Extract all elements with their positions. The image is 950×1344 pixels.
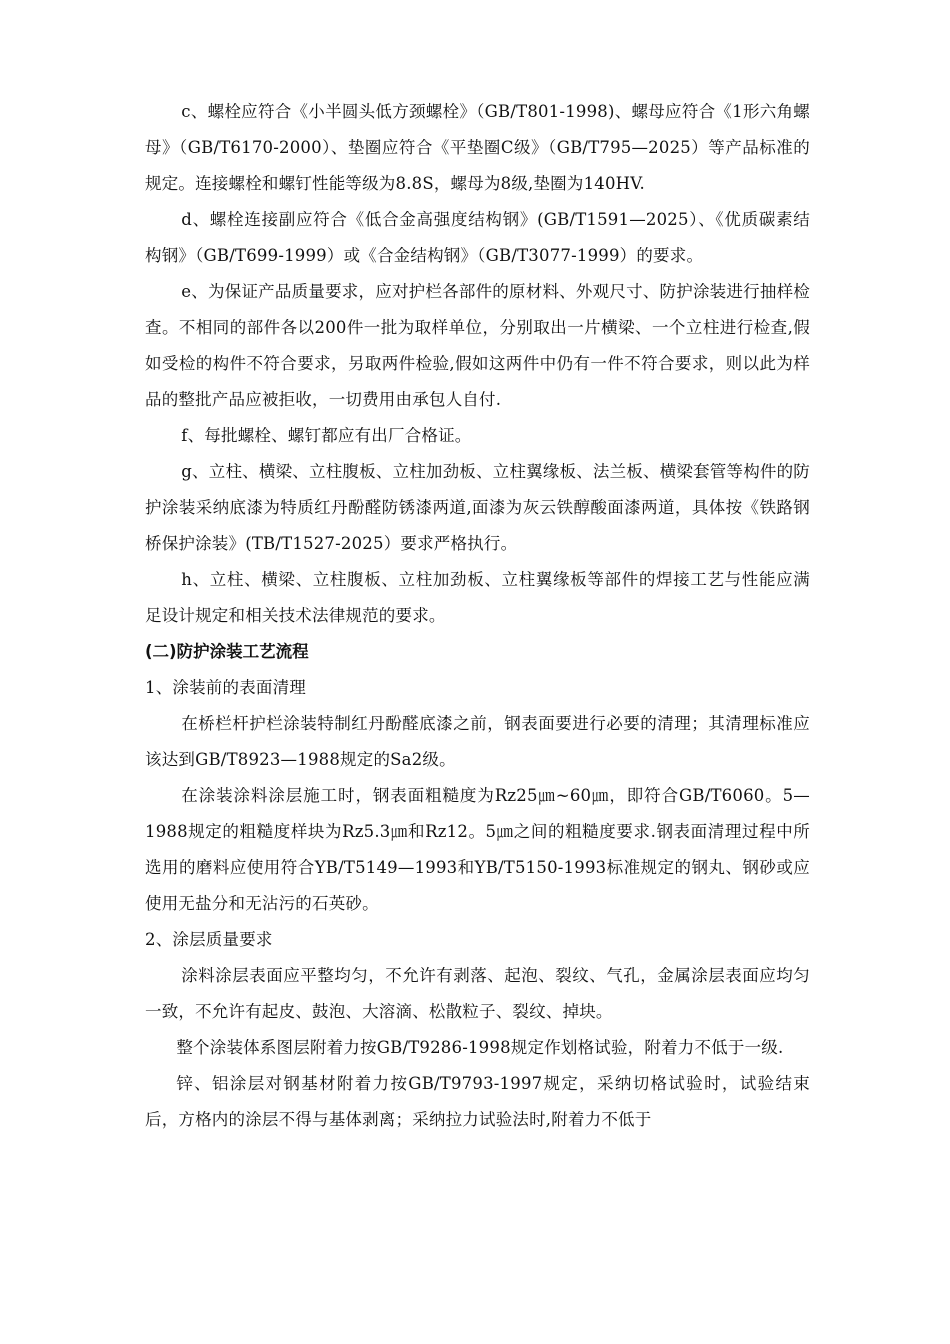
section-heading: (二)防护涂装工艺流程 — [145, 642, 309, 661]
paragraph-h: h、立柱、横梁、立柱腹板、立柱加劲板、立柱翼缘板等部件的焊接工艺与性能应满足设计规定和相关技术法律规范的要求。 — [145, 570, 810, 625]
paragraph-f: f、每批螺栓、螺钉都应有出厂合格证。 — [181, 426, 472, 445]
paragraph-c: c、螺栓应符合《小半圆头低方颈螺栓》（GB/T801-1998)、螺母应符合《1形六角螺母》（GB/T6170-2000）、垫圈应符合《平垫圈C级》（GB/T795—2025）等产品标准的规定。连接螺栓和螺钉性能等级为8.8S，螺母为8级,垫圈为140HV. — [145, 102, 810, 193]
paragraph-coating-quality-3: 锌、铝涂层对钢基材附着力按GB/T9793-1997规定，采纳切格试验时，试验结束后，方格内的涂层不得与基体剥离；采纳拉力试验法时,附着力不低于 — [145, 1074, 810, 1129]
document-body — [145, 94, 810, 1138]
paragraph-coating-quality-2: 整个涂装体系图层附着力按GB/T9286-1998规定作划格试验，附着力不低于一级. — [176, 1038, 784, 1057]
subsection-title-surface-cleaning: 1、涂装前的表面清理 — [145, 678, 306, 697]
subsection-title-coating-quality: 2、涂层质量要求 — [145, 930, 273, 949]
paragraph-g: g、立柱、横梁、立柱腹板、立柱加劲板、立柱翼缘板、法兰板、横梁套管等构件的防护涂装采纳底漆为特质红丹酚醛防锈漆两道,面漆为灰云铁醇酸面漆两道，具体按《铁路钢桥保护涂装》(TB/T1527-2025）要求严格执行。 — [145, 462, 810, 553]
paragraph-coating-quality-1: 涂料涂层表面应平整均匀，不允许有剥落、起泡、裂纹、气孔，金属涂层表面应均匀一致，不允许有起皮、鼓泡、大溶滴、松散粒子、裂纹、掉块。 — [145, 966, 810, 1021]
paragraph-surface-cleaning-1: 在桥栏杆护栏涂装特制红丹酚醛底漆之前，钢表面要进行必要的清理；其清理标准应该达到GB/T8923—1988规定的Sa2级。 — [145, 714, 810, 769]
paragraph-d: d、螺栓连接副应符合《低合金高强度结构钢》(GB/T1591—2025）、《优质碳素结构钢》（GB/T699-1999）或《合金结构钢》（GB/T3077-1999）的要求。 — [145, 210, 810, 265]
paragraph-e: e、为保证产品质量要求，应对护栏各部件的原材料、外观尺寸、防护涂装进行抽样检查。不相同的部件各以200件一批为取样单位，分别取出一片横梁、一个立柱进行检查,假如受检的构件不符合要求，另取两件检验,假如这两件中仍有一件不符合要求，则以此为样品的整批产品应被拒收，一切费用由承包人自付. — [145, 282, 810, 409]
paragraph-surface-cleaning-2: 在涂装涂料涂层施工时，钢表面粗糙度为Rz25㎛~60㎛，即符合GB/T6060。5—1988规定的粗糙度样块为Rz5.3㎛和Rz12。5㎛之间的粗糙度要求.钢表面清理过程中所选用的磨料应使用符合YB/T5149—1993和YB/T5150-1993标准规定的钢丸、钢砂或应使用无盐分和无沾污的石英砂。 — [145, 786, 810, 913]
